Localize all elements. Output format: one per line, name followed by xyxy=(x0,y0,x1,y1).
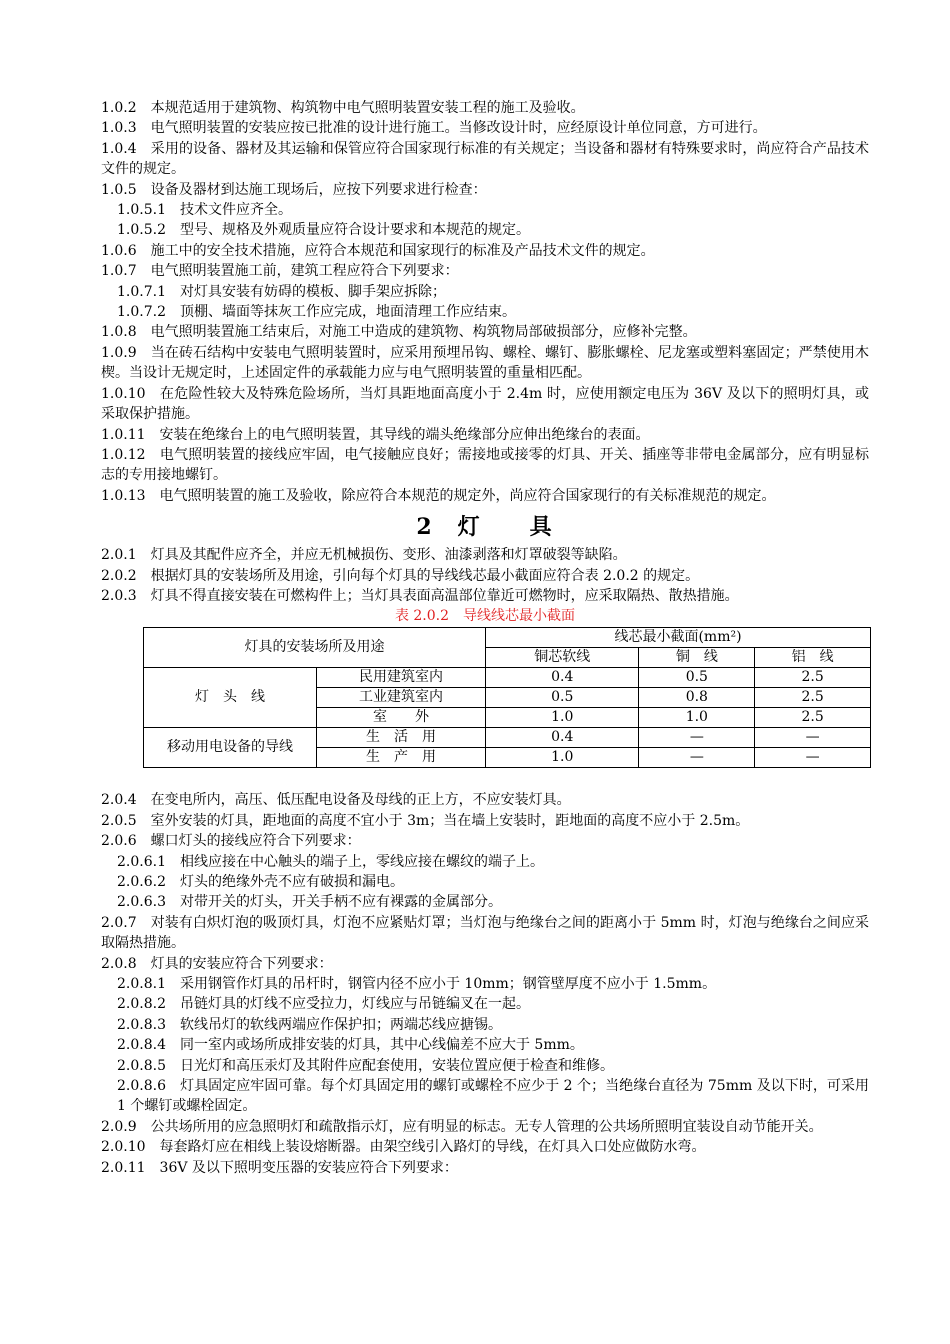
clause-text: 安装在绝缘台上的电气照明装置，其导线的端头绝缘部分应伸出绝缘台的表面。 xyxy=(159,426,650,443)
clause xyxy=(101,98,869,118)
header-place: 灯具的安装场所及用途 xyxy=(144,628,486,668)
sub-clause xyxy=(101,282,869,302)
clause-text: 灯具及其配件应齐全，并应无机械损伤、变形、油漆剥落和灯罩破裂等缺陷。 xyxy=(150,547,627,564)
cell-cu: 0.5 xyxy=(639,668,755,688)
clause-number: 2.0.8 xyxy=(101,955,137,972)
clause-text: 每套路灯应在相线上装设熔断器。由架空线引入路灯的导线，在灯具入口处应做防水弯。 xyxy=(159,1139,706,1156)
clause-text: 螺口灯头的接线应符合下列要求： xyxy=(150,833,361,850)
sub-clause xyxy=(101,1035,869,1055)
cell-al: 2.5 xyxy=(755,688,871,708)
clause xyxy=(101,261,869,281)
clause-text: 日光灯和高压汞灯及其附件应配套使用，安装位置应便于检查和维修。 xyxy=(179,1057,614,1074)
clause-number: 1.0.3 xyxy=(101,120,137,137)
chapter-heading xyxy=(101,512,869,542)
section-2a xyxy=(101,545,869,606)
clause-number: 2.0.8.5 xyxy=(117,1057,166,1074)
clause-number: 2.0.1 xyxy=(101,547,137,564)
section-1 xyxy=(101,98,869,506)
clause-number: 2.0.6.2 xyxy=(117,873,166,890)
clause-text: 相线应接在中心触头的端子上，零线应接在螺纹的端子上。 xyxy=(179,853,544,870)
cell-place: 生 活 用 xyxy=(317,728,486,748)
clause-text: 公共场所用的应急照明灯和疏散指示灯，应有明显的标志。无专人管理的公共场所照明宜装设自动节能开关。 xyxy=(150,1118,823,1135)
clause-number: 1.0.5.1 xyxy=(117,202,166,219)
clause-text: 在变电所内，高压、低压配电设备及母线的正上方，不应安装灯具。 xyxy=(150,792,571,809)
clause xyxy=(101,425,869,445)
header-cu: 铜 线 xyxy=(639,648,755,668)
clause-number: 2.0.6.1 xyxy=(117,853,166,870)
clause-number: 2.0.8.3 xyxy=(117,1016,166,1033)
chapter-title: 灯 具 xyxy=(457,514,554,541)
cell-place: 民用建筑室内 xyxy=(317,668,486,688)
chapter-number: 2 xyxy=(416,514,434,541)
clause xyxy=(101,1158,869,1178)
clause-text: 型号、规格及外观质量应符合设计要求和本规范的规定。 xyxy=(179,222,530,239)
clause-text: 设备及器材到达施工现场后，应按下列要求进行检查： xyxy=(150,181,487,198)
clause-text: 根据灯具的安装场所及用途，引向每个灯具的导线线芯最小截面应符合表 2.0.2 的规定。 xyxy=(150,567,700,584)
clause-number: 1.0.5.2 xyxy=(117,222,166,239)
header-al: 铝 线 xyxy=(755,648,871,668)
clause-number: 1.0.6 xyxy=(101,242,137,259)
cell-al: 2.5 xyxy=(755,668,871,688)
clause-text: 对灯具安装有妨碍的模板、脚手架应拆除； xyxy=(179,283,446,300)
clause-text: 采用钢管作灯具的吊杆时，钢管内径不应小于 10mm；钢管壁厚度不应小于 1.5mm。 xyxy=(179,976,717,992)
clause-number: 2.0.5 xyxy=(101,812,137,829)
clause-text: 灯头的绝缘外壳不应有破损和漏电。 xyxy=(179,873,404,890)
cell-cu: — xyxy=(639,748,755,768)
clause xyxy=(101,545,869,565)
clause xyxy=(101,831,869,851)
sub-clause xyxy=(101,892,869,912)
clause-number: 1.0.8 xyxy=(101,324,137,341)
clause-number: 2.0.8.6 xyxy=(117,1078,166,1095)
header-section: 线芯最小截面(mm²) xyxy=(486,628,871,648)
clause-number: 1.0.7.2 xyxy=(117,304,166,321)
clause-number: 1.0.9 xyxy=(101,344,137,361)
group-lamp-wire: 灯 头 线 xyxy=(144,668,317,728)
clause-text: 电气照明装置施工前，建筑工程应符合下列要求： xyxy=(150,263,459,280)
sub-clause xyxy=(101,852,869,872)
cell-al: — xyxy=(755,748,871,768)
sub-clause xyxy=(101,200,869,220)
clause xyxy=(101,486,869,506)
clause xyxy=(101,566,869,586)
cell-place: 室 外 xyxy=(317,708,486,728)
clause xyxy=(101,180,869,200)
cell-cu-soft: 0.4 xyxy=(486,728,639,748)
table-header-row xyxy=(144,628,871,648)
clause-number: 1.0.7 xyxy=(101,263,137,280)
clause-text: 采用的设备、器材及其运输和保管应符合国家现行标准的有关规定；当设备和器材有特殊要求时，尚应符合产品技术文件的规定。 xyxy=(101,140,870,178)
clause-text: 同一室内或场所成排安装的灯具，其中心线偏差不应大于 5mm。 xyxy=(179,1037,584,1054)
cell-cu: — xyxy=(639,728,755,748)
cell-cu: 1.0 xyxy=(639,708,755,728)
clause-text: 在危险性较大及特殊危险场所，当灯具距地面高度小于 2.4m 时，应使用额定电压为 36V 及以下的照明灯具，或采取保护措施。 xyxy=(101,385,869,423)
clause-text: 技术文件应齐全。 xyxy=(179,202,292,219)
clause-text: 吊链灯具的灯线不应受拉力，灯线应与吊链编叉在一起。 xyxy=(179,996,530,1013)
sub-clause xyxy=(101,974,869,994)
sub-clause xyxy=(101,994,869,1014)
clause-number: 2.0.10 xyxy=(101,1139,146,1156)
clause-text: 电气照明装置的接线应牢固，电气接触应良好；需接地或接零的灯具、开关、插座等非带电金属部分，应有明显标志的专用接地螺钉。 xyxy=(101,446,870,484)
clause-number: 2.0.6 xyxy=(101,833,137,850)
clause-text: 顶棚、墙面等抹灰工作应完成，地面清理工作应结束。 xyxy=(179,304,516,321)
clause-text: 施工中的安全技术措施，应符合本规范和国家现行的标准及产品技术文件的规定。 xyxy=(150,242,655,259)
clause-number: 1.0.2 xyxy=(101,100,137,116)
document-page xyxy=(101,98,869,1178)
clause xyxy=(101,790,869,810)
section-2b xyxy=(101,790,869,1178)
cell-al: 2.5 xyxy=(755,708,871,728)
spacer xyxy=(101,768,869,790)
clause-number: 2.0.8.4 xyxy=(117,1037,166,1054)
clause-number: 2.0.7 xyxy=(101,914,137,931)
clause-text: 对带开关的灯头，开关手柄不应有裸露的金属部分。 xyxy=(179,894,502,911)
cell-cu-soft: 0.4 xyxy=(486,668,639,688)
clause-number: 2.0.6.3 xyxy=(117,894,166,911)
cell-place: 工业建筑室内 xyxy=(317,688,486,708)
clause xyxy=(101,118,869,138)
clause-text: 室外安装的灯具，距地面的高度不宜小于 3m；当在墙上安装时，距地面的高度不应小于 2.5m。 xyxy=(150,812,750,829)
sub-clause xyxy=(101,1076,869,1117)
clause-number: 1.0.4 xyxy=(101,140,137,157)
cell-cu-soft: 1.0 xyxy=(486,748,639,768)
clause xyxy=(101,1117,869,1137)
clause xyxy=(101,586,869,606)
clause xyxy=(101,811,869,831)
cell-al: — xyxy=(755,728,871,748)
clause-number: 2.0.8.1 xyxy=(117,976,166,992)
clause-number: 1.0.5 xyxy=(101,181,137,198)
clause-text: 对装有白炽灯泡的吸顶灯具，灯泡不应紧贴灯罩；当灯泡与绝缘台之间的距离小于 5mm 时，灯泡与绝缘台之间应采取隔热措施。 xyxy=(101,914,870,952)
sub-clause xyxy=(101,872,869,892)
sub-clause xyxy=(101,220,869,240)
clause-text: 灯具不得直接安装在可燃构件上；当灯具表面高温部位靠近可燃物时，应采取隔热、散热措施。 xyxy=(150,587,739,604)
clause-number: 2.0.9 xyxy=(101,1118,137,1135)
sub-clause xyxy=(101,1015,869,1035)
table-row xyxy=(144,668,871,688)
clause-number: 1.0.13 xyxy=(101,487,146,504)
table-caption: 表 2.0.2 导线线芯最小截面 xyxy=(394,608,576,625)
clause-text: 电气照明装置施工结束后，对施工中造成的建筑物、构筑物局部破损部分，应修补完整。 xyxy=(150,324,697,341)
clause xyxy=(101,384,869,425)
clause-text: 本规范适用于建筑物、构筑物中电气照明装置安装工程的施工及验收。 xyxy=(150,100,585,116)
clause xyxy=(101,913,869,954)
sub-clause xyxy=(101,1056,869,1076)
clause-text: 电气照明装置的施工及验收，除应符合本规范的规定外，尚应符合国家现行的有关标准规范的规定。 xyxy=(159,487,776,504)
cell-cu-soft: 0.5 xyxy=(486,688,639,708)
clause-number: 1.0.10 xyxy=(101,385,146,402)
clause-number: 1.0.12 xyxy=(101,446,146,463)
clause-text: 软线吊灯的软线两端应作保护扣；两端芯线应搪锡。 xyxy=(179,1016,502,1033)
clause-number: 2.0.4 xyxy=(101,792,137,809)
cell-cu-soft: 1.0 xyxy=(486,708,639,728)
clause xyxy=(101,445,869,486)
clause-number: 2.0.8.2 xyxy=(117,996,166,1013)
cell-place: 生 产 用 xyxy=(317,748,486,768)
clause xyxy=(101,1137,869,1157)
clause xyxy=(101,343,869,384)
clause-text: 电气照明装置的安装应按已批准的设计进行施工。当修改设计时，应经原设计单位同意，方可进行。 xyxy=(150,120,767,137)
table-row xyxy=(144,728,871,748)
clause xyxy=(101,241,869,261)
clause xyxy=(101,139,869,180)
clause-number: 1.0.11 xyxy=(101,426,146,443)
clause xyxy=(101,322,869,342)
clause-number: 1.0.7.1 xyxy=(117,283,166,300)
group-mobile-equipment: 移动用电设备的导线 xyxy=(144,728,317,768)
sub-clause xyxy=(101,302,869,322)
header-cu-soft: 铜芯软线 xyxy=(486,648,639,668)
clause xyxy=(101,954,869,974)
clause-number: 2.0.2 xyxy=(101,567,137,584)
wire-section-table xyxy=(143,627,871,768)
clause-text: 当在砖石结构中安装电气照明装置时，应采用预埋吊钩、螺栓、螺钉、膨胀螺栓、尼龙塞或塑料塞固定；严禁使用木楔。当设计无规定时，上述固定件的承载能力应与电气照明装置的重量相匹配。 xyxy=(101,344,870,382)
clause-text: 36V 及以下照明变压器的安装应符合下列要求： xyxy=(159,1159,458,1176)
cell-cu: 0.8 xyxy=(639,688,755,708)
clause-text: 灯具的安装应符合下列要求： xyxy=(150,955,333,972)
clause-number: 2.0.3 xyxy=(101,587,137,604)
clause-number: 2.0.11 xyxy=(101,1159,146,1176)
clause-text: 灯具固定应牢固可靠。每个灯具固定用的螺钉或螺栓不应少于 2 个；当绝缘台直径为 75mm 及以下时，可采用 1 个螺钉或螺栓固定。 xyxy=(117,1078,870,1115)
